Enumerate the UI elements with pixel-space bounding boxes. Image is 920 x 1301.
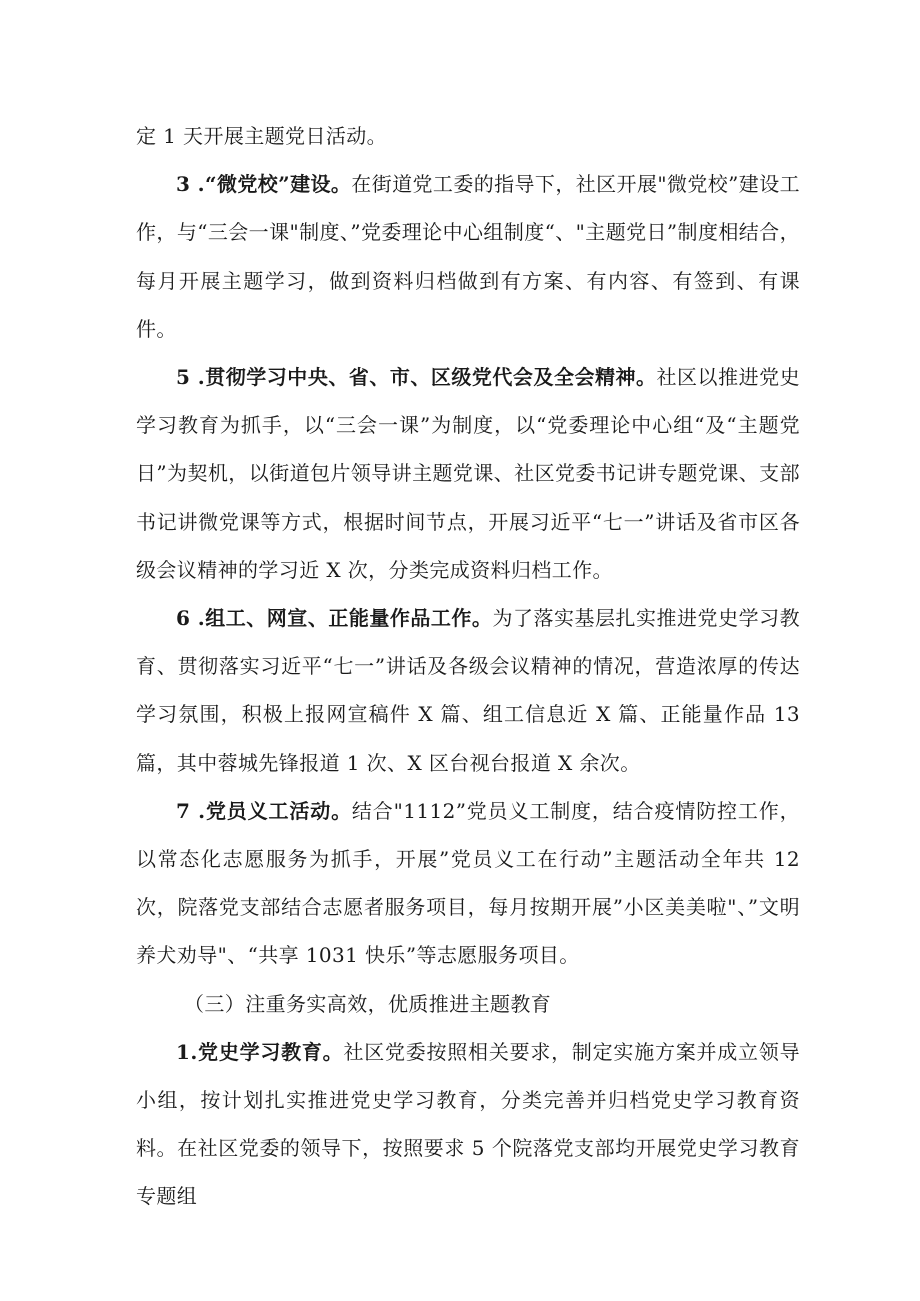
paragraph-heading: 6 .组工、网宣、正能量作品工作。 xyxy=(176,606,493,631)
paragraph-body: 社区以推进党史学习教育为抓手，以“三会一课”为制度，以“党委理论中心组“及“主题党日”为契机，以街道包片领导讲主题党课、社区党委书记讲专题党课、支部书记讲微党课等方式，根据时间节点，开展习近平“七一”讲话及省市区各级会议精神的学习近 X 次，分类完成资料归档工作。 xyxy=(136,365,801,582)
paragraph-publicity-works xyxy=(136,594,800,787)
paragraph-heading: 1.党史学习教育。 xyxy=(176,1039,344,1064)
paragraph-body: 为了落实基层扎实推进党史学习教育、贯彻落实习近平“七一”讲话及各级会议精神的情况，营造浓厚的传达学习氛围，积极上报网宣稿件 X 篇、组工信息近 X 篇、正能量作品 13 篇，其中蓉城先锋报道 1 次、X 区台视台报道 X 余次。 xyxy=(136,606,800,775)
paragraph-body: 结合"1112”党员义工制度，结合疫情防控工作，以常态化志愿服务为抓手，开展”党员义工在行动”主题活动全年共 12 次，院落党支部结合志愿者服务项目，每月按期开展”小区美美啦"、”文明养犬劝导"、“共享 1031 快乐”等志愿服务项目。 xyxy=(136,798,800,968)
paragraph-congress-study xyxy=(136,353,800,594)
paragraph-body: 在街道党工委的指导下，社区开展"微党校”建设工作，与“三会一课"制度、”党委理论中心组制度“、"主题党日”制度相结合，每月开展主题学习，做到资料归档做到有方案、有内容、有签到、有课件。 xyxy=(136,172,801,341)
paragraph-continuation xyxy=(136,112,800,160)
section-title: （三）注重务实高效，优质推进主题教育 xyxy=(184,991,552,1016)
paragraph-heading: 3 .“微党校”建设。 xyxy=(176,172,352,197)
section-heading-three xyxy=(136,980,800,1028)
paragraph-body: 社区党委按照相关要求，制定实施方案并成立领导小组，按计划扎实推进党史学习教育，分类完善并归档党史学习教育资料。在社区党委的领导下，按照要求 5 个院落党支部均开展党史学习教育专题组 xyxy=(136,1039,800,1209)
paragraph-heading: 7 .党员义工活动。 xyxy=(176,798,352,823)
paragraph-volunteer-activity xyxy=(136,787,800,980)
paragraph-party-history xyxy=(136,1028,800,1221)
paragraph-heading: 5 .贯彻学习中央、省、市、区级党代会及全会精神。 xyxy=(176,365,657,390)
paragraph-text: 定 1 天开展主题党日活动。 xyxy=(136,124,388,148)
paragraph-micro-party-school xyxy=(136,160,800,353)
